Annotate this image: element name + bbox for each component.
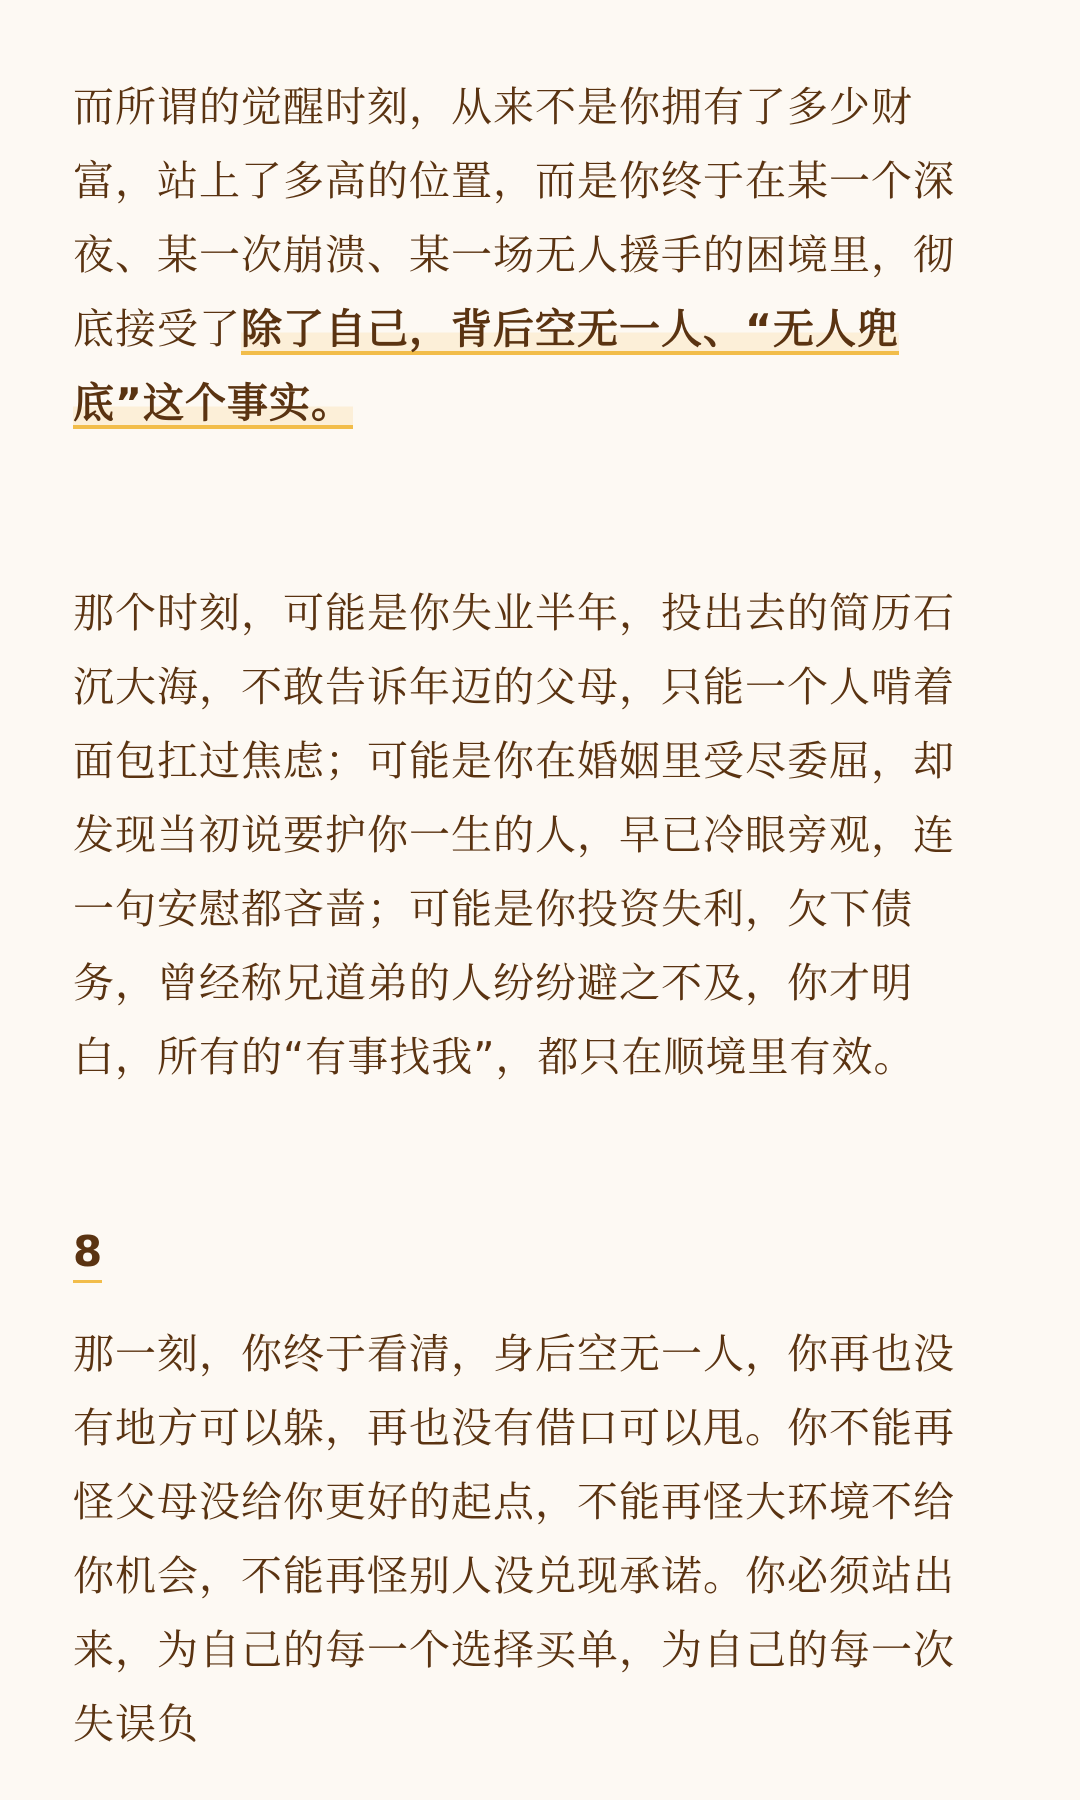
paragraph-realization: 那一刻，你终于看清，身后空无一人，你再也没有地方可以躲，再也没有借口可以甩。你不能再怪父母没给你更好的起点，不能再怪大环境不给你机会，不能再怪别人没兑现承诺。你必须站出来，为自己的每一个选择买单，为自己的每一次失误负	[73, 1330, 955, 1748]
highlighted-sentence: 除了自己，背后空无一人、“无人兜底”这个事实。	[73, 305, 899, 427]
paragraph-awakening	[73, 0, 992, 440]
section-number: 8	[73, 1224, 102, 1283]
paragraph-moments: 那个时刻，可能是你失业半年，投出去的简历石沉大海，不敢告诉年迈的父母，只能一个人啃着面包扛过焦虑；可能是你在婚姻里受尽委屈，却发现当初说要护你一生的人，早已冷眼旁观，连一句安慰都吝啬；可能是你投资失利，欠下债务，曾经称兄道弟的人纷纷避之不及，你才明白，所有的“有事找我”，都只在顺境里有效。	[73, 589, 955, 1081]
paragraph-text: 而所谓的觉醒时刻，从来不是你拥有了多少财富，站上了多高的位置，而是你终于在某一个深夜、某一次崩溃、某一场无人援手的困境里，彻底接受了	[73, 83, 955, 353]
section-heading	[73, 1094, 992, 1283]
